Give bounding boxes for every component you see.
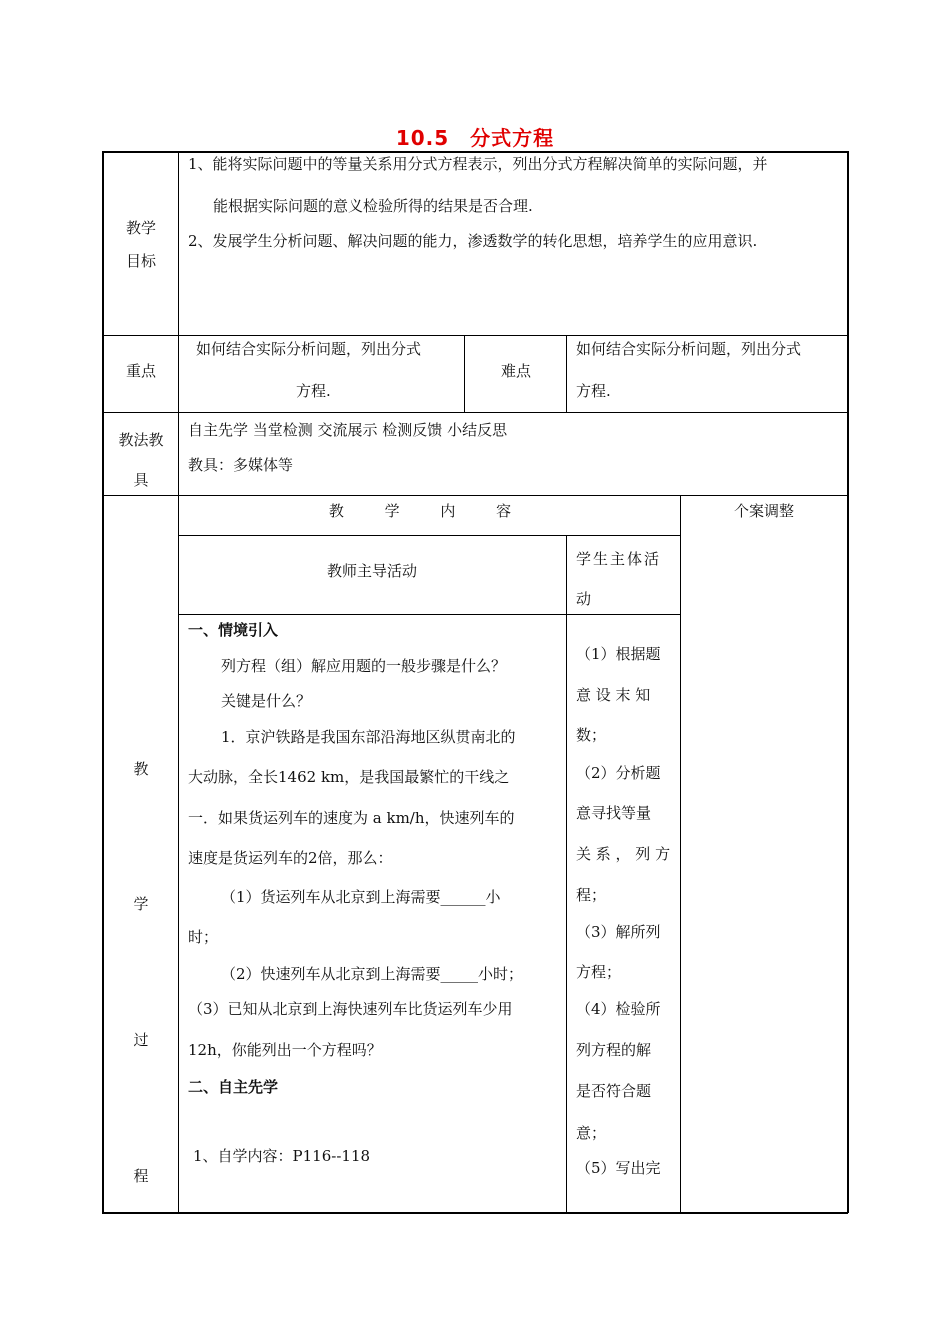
- process-label-char: 程: [133, 1167, 149, 1185]
- table-border-left: [102, 151, 104, 1213]
- self-study-content: 1、自学内容：P116--118: [193, 1147, 371, 1165]
- student-header-line: 动: [576, 590, 594, 608]
- student-step-line: 方程；: [576, 963, 622, 981]
- student-step-line: （5）写出完: [576, 1159, 661, 1177]
- student-step-line: 关 系 ， 列 方: [576, 845, 671, 863]
- goals-label-line: 目标: [125, 252, 156, 270]
- student-step-line: 数；: [576, 726, 607, 744]
- problem-text: 速度是货运列车的2倍，那么：: [188, 849, 393, 867]
- sub-question-3-continued: 12h，你能列出一个方程吗？: [188, 1041, 382, 1059]
- teaching-content-header: 教 学 内 容: [328, 502, 530, 520]
- student-step-line: （3）解所列: [576, 923, 661, 941]
- column-divider: [566, 335, 567, 412]
- difficult-points-label: 难点: [500, 362, 531, 380]
- key-points-text-continued: 方程.: [296, 382, 331, 400]
- row-divider: [102, 495, 848, 496]
- difficult-points-text: 如何结合实际分析问题，列出分式: [576, 340, 802, 358]
- goal-item-2: 2、发展学生分析问题、解决问题的能力，渗透数学的转化思想，培养学生的应用意识.: [188, 232, 758, 250]
- process-label-char: 教: [133, 760, 149, 778]
- student-step-line: （2）分析题: [576, 764, 661, 782]
- goals-label-line: 教学: [125, 219, 156, 237]
- goal-item-1-continued: 能根据实际问题的意义检验所得的结果是否合理.: [213, 197, 533, 215]
- row-divider: [178, 535, 680, 536]
- page-title: 10.5 分式方程: [395, 126, 555, 150]
- column-divider: [566, 535, 567, 1213]
- problem-text: 一．如果货运列车的速度为 a km/h，快速列车的: [188, 809, 515, 827]
- student-step-line: （4）检验所: [576, 1000, 661, 1018]
- student-step-line: 意寻找等量: [576, 804, 652, 822]
- table-border-bottom: [102, 1212, 848, 1214]
- goals-label: [104, 212, 178, 278]
- intro-question: 列方程（组）解应用题的一般步骤是什么？: [221, 657, 507, 675]
- student-step-line: 列方程的解: [576, 1041, 652, 1059]
- student-header-line: 学生主体活: [576, 550, 662, 568]
- student-step-line: 是否符合题: [576, 1082, 652, 1100]
- key-points-label: 重点: [125, 362, 156, 380]
- table-border-top: [102, 151, 848, 153]
- problem-text: 大动脉，全长1462 km，是我国最繁忙的干线之: [188, 768, 510, 786]
- intro-question: 关键是什么？: [221, 692, 312, 710]
- row-divider: [102, 412, 848, 413]
- methods-label-line: 具: [133, 471, 149, 489]
- goal-item-1: 1、能将实际问题中的等量关系用分式方程表示，列出分式方程解决简单的实际问题，并: [188, 155, 768, 173]
- column-divider: [680, 495, 681, 1213]
- student-step-line: 程；: [576, 886, 607, 904]
- process-label-char: 过: [133, 1031, 149, 1049]
- student-step-line: （1）根据题: [576, 645, 661, 663]
- student-step-line: 意；: [576, 1124, 607, 1142]
- methods-label: [104, 420, 178, 500]
- student-activity-header: [576, 539, 672, 619]
- sub-question-1-continued: 时；: [188, 928, 219, 946]
- section-title-self-study: 二、自主先学: [188, 1078, 279, 1096]
- section-title-intro: 一、情境引入: [188, 621, 279, 639]
- teaching-tools: 教具：多媒体等: [188, 456, 294, 474]
- difficult-points-text-continued: 方程.: [576, 382, 611, 400]
- methods-label-line: 教法教: [118, 431, 164, 449]
- problem-text: 1．京沪铁路是我国东部沿海地区纵贯南北的: [221, 728, 516, 746]
- key-points-text: 如何结合实际分析问题，列出分式: [196, 340, 422, 358]
- column-divider: [464, 335, 465, 412]
- student-step-line: 意 设 末 知: [576, 686, 651, 704]
- sub-question-3: （3）已知从北京到上海快速列车比货运列车少用: [188, 1000, 513, 1018]
- column-divider: [178, 151, 179, 1213]
- sub-question-2: （2）快速列车从北京到上海需要_____小时；: [221, 965, 524, 983]
- sub-question-1: （1）货运列车从北京到上海需要______小: [221, 888, 501, 906]
- case-adjustment-header: 个案调整: [733, 502, 794, 520]
- table-border-right: [847, 151, 849, 1213]
- row-divider: [102, 335, 848, 336]
- process-label-char: 学: [133, 895, 149, 913]
- teaching-methods: 自主先学 当堂检测 交流展示 检测反馈 小结反思: [188, 421, 508, 439]
- teacher-activity-header: 教师主导活动: [326, 562, 417, 580]
